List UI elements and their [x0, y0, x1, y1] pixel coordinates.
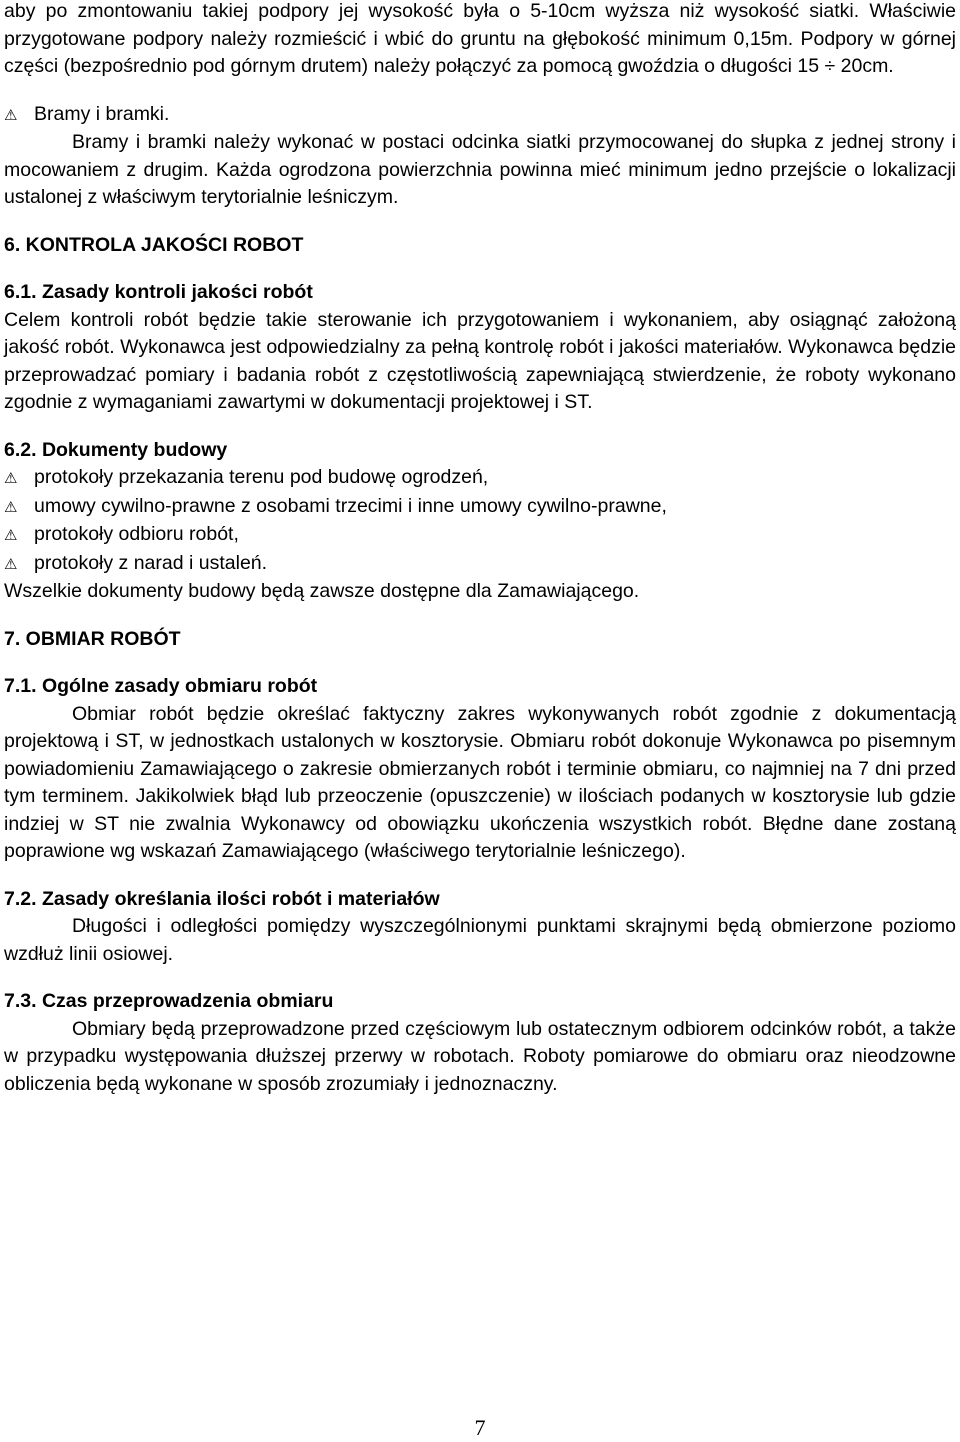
section-6-1-paragraph: Celem kontroli robót będzie takie sterowanie ich przygotowaniem i wykonaniem, aby osiągnąć założoną jakość robót. Wykonawca jest odpowiedzialny za pełną kontrolę robót i jakości materiałów. Wykonawca będzie przeprowadzać pomiary i badania robót z częstotliwością zapewniającą stwierdzenie, że roboty wykonano zgodnie z wymaganiami zawartymi w dokumentacji projektowej i ST. [4, 308, 956, 413]
section-6-1-title: 6.1. Zasady kontroli jakości robót [4, 281, 313, 303]
list-item: ⚠ protokoły z narad i ustaleń. [4, 550, 956, 579]
warning-bullet-icon: ⚠ [4, 497, 18, 516]
documents-list [4, 464, 956, 578]
section-7-3-title: 7.3. Czas przeprowadzenia obmiaru [4, 990, 334, 1012]
section-7-1-title: 7.1. Ogólne zasady obmiaru robót [4, 675, 318, 697]
list-item: ⚠ protokoły przekazania terenu pod budowę ogrodzeń, [4, 464, 956, 493]
warning-bullet-icon: ⚠ [4, 105, 18, 124]
section-7-2-paragraph: Długości i odległości pomiędzy wyszczególnionymi punktami skrajnymi będą obmierzone poziomo wzdłuż linii osiowej. [4, 915, 956, 965]
documents-note: Wszelkie dokumenty budowy będą zawsze dostępne dla Zamawiającego. [4, 580, 640, 602]
list-item: ⚠ umowy cywilno-prawne z osobami trzecimi i inne umowy cywilno-prawne, [4, 493, 956, 522]
section-6-title: 6. KONTROLA JAKOŚCI ROBOT [4, 233, 304, 256]
list-item: ⚠ protokoły odbioru robót, [4, 521, 956, 550]
warning-bullet-icon: ⚠ [4, 554, 18, 573]
warning-bullet-icon: ⚠ [4, 526, 18, 544]
gates-paragraph: Bramy i bramki należy wykonać w postaci odcinka siatki przymocowanej do słupka z jednej strony i mocowaniem z drugim. Każda ogrodzona powierzchnia powinna mieć minimum jedno przejście o lokalizacji ustalonej z właściwym terytorialnie leśniczym. [4, 131, 956, 208]
page-number: 7 [474, 1415, 486, 1440]
intro-paragraph: aby po zmontowaniu takiej podpory jej wysokość była o 5-10cm wyższa niż wysokość siatki. Właściwie przygotowane podpory należy rozmieścić i wbić do gruntu na głębokość minimum 0,15m. Podpory w górnej części (bezpośrednio pod górnym drutem) należy połączyć za pomocą gwoździa o długości 15 ÷ 20cm. [4, 0, 956, 77]
section-7-2-title: 7.2. Zasady określania ilości robót i materiałów [4, 887, 440, 910]
section-6-2-title: 6.2. Dokumenty budowy [4, 438, 228, 461]
section-7-3-paragraph: Obmiary będą przeprowadzone przed częściowym lub ostatecznym odbiorem odcinków robót, a także w przypadku występowania dłuższej przerwy w robotach. Roboty pomiarowe do obmiaru oraz nieodzowne obliczenia będą wykonane w sposób zrozumiały i jednoznaczny. [4, 1017, 956, 1095]
section-7-1-paragraph: Obmiar robót będzie określać faktyczny zakres wykonywanych robót zgodnie z dokumentacją projektową i ST, w jednostkach ustalonych w kosztorysie. Obmiaru robót dokonuje Wykonawca po pisemnym powiadomieniu Zamawiającego o zakresie obmierzanych robót i terminie obmiaru, co najmniej na 7 dni przed tym terminem. Jakikolwiek błąd lub przeoczenie (opuszczenie) w ilościach podanych w kosztorysie lub gdzie indziej w ST nie zwalnia Wykonawcy od obowiązku ukończenia wszystkich robót. Błędne dane zostaną poprawione wg wskazań Zamawiającego (właściwego terytorialnie leśniczego). [4, 702, 956, 862]
section-7-title: 7. OBMIAR ROBÓT [4, 627, 181, 650]
page-content [4, 0, 956, 1098]
gates-heading: ⚠ Bramy i bramki. [4, 101, 956, 130]
warning-bullet-icon: ⚠ [4, 469, 18, 487]
